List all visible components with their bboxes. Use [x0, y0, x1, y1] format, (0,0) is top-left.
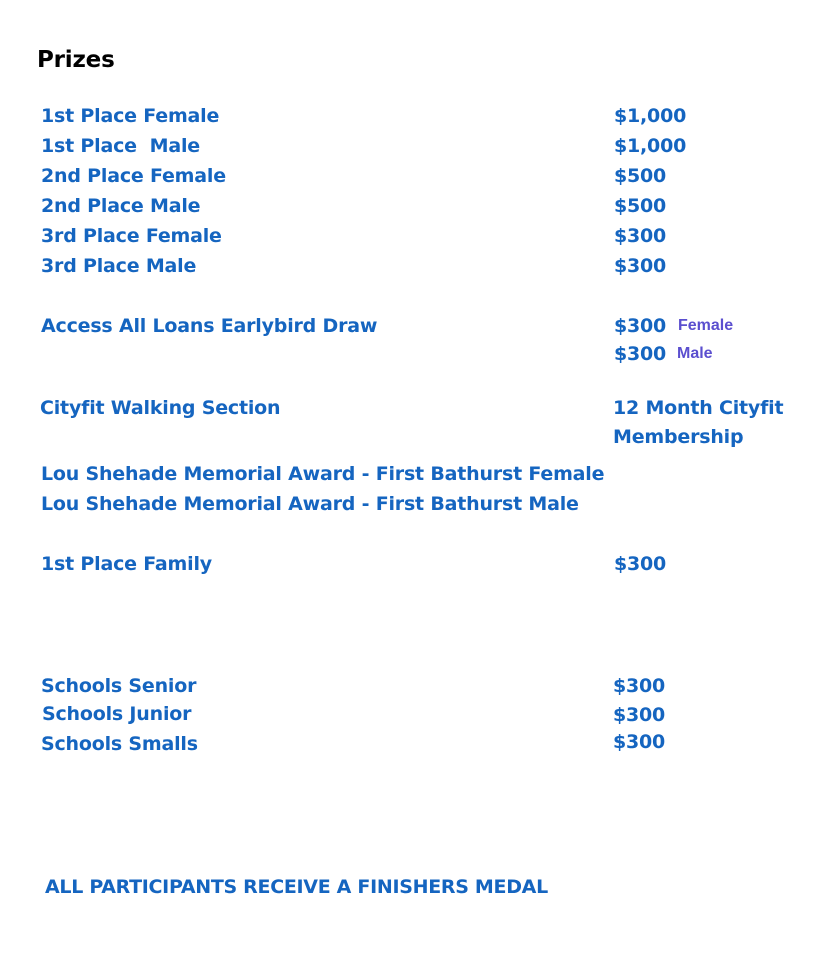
- earlybird-tag-male: Male: [677, 345, 713, 362]
- prize-label-3rd-male: 3rd Place Male: [41, 255, 197, 277]
- cityfit-value-line2: Membership: [613, 426, 744, 448]
- prize-value-3rd-female: $300: [614, 225, 667, 247]
- family-label: 1st Place Family: [41, 553, 212, 575]
- schools-senior-value: $300: [613, 675, 666, 697]
- prize-value-2nd-male: $500: [614, 195, 667, 217]
- finishers-medal-notice: ALL PARTICIPANTS RECEIVE A FINISHERS MEDAL: [45, 876, 548, 898]
- family-value: $300: [614, 553, 667, 575]
- page-title: Prizes: [37, 47, 115, 73]
- cityfit-value-line1: 12 Month Cityfit: [613, 397, 784, 419]
- memorial-award-male: Lou Shehade Memorial Award - First Bathurst Male: [41, 493, 579, 515]
- prize-label-1st-male: 1st Place Male: [41, 135, 200, 157]
- prize-value-1st-female: $1,000: [614, 105, 687, 127]
- prize-label-2nd-female: 2nd Place Female: [41, 165, 226, 187]
- earlybird-label: Access All Loans Earlybird Draw: [41, 315, 378, 337]
- earlybird-tag-female: Female: [678, 317, 734, 334]
- schools-junior-value: $300: [613, 704, 666, 726]
- prize-value-2nd-female: $500: [614, 165, 667, 187]
- memorial-award-female: Lou Shehade Memorial Award - First Bathurst Female: [41, 463, 605, 485]
- prize-label-1st-female: 1st Place Female: [41, 105, 220, 127]
- schools-smalls-value: $300: [613, 731, 666, 753]
- cityfit-label: Cityfit Walking Section: [40, 397, 281, 419]
- earlybird-value-male: $300: [614, 343, 667, 365]
- schools-senior-label: Schools Senior: [41, 675, 197, 697]
- prize-value-1st-male: $1,000: [614, 135, 687, 157]
- schools-junior-label: Schools Junior: [42, 703, 192, 725]
- earlybird-value-female: $300: [614, 315, 667, 337]
- prize-label-3rd-female: 3rd Place Female: [41, 225, 222, 247]
- prize-label-2nd-male: 2nd Place Male: [41, 195, 201, 217]
- schools-smalls-label: Schools Smalls: [41, 733, 198, 755]
- prize-value-3rd-male: $300: [614, 255, 667, 277]
